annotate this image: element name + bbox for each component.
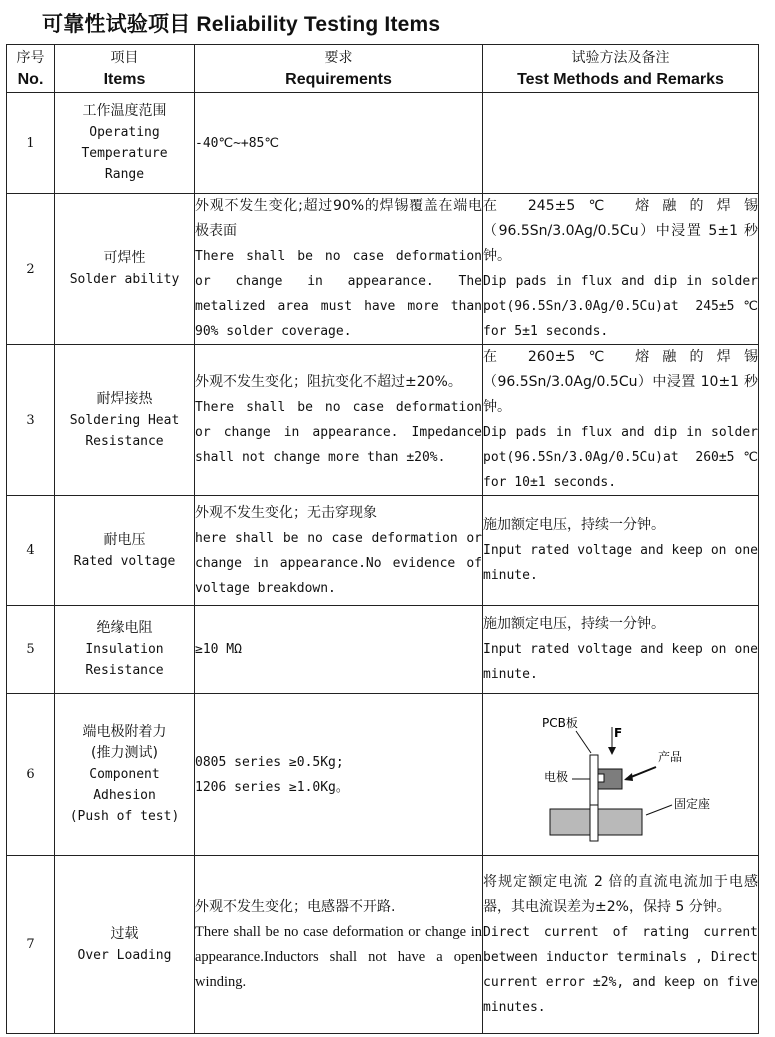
requirement-cell: 外观不发生变化；无击穿现象 here shall be no case deformation or change in appearance.No evidence of voltage breakdown. bbox=[195, 496, 483, 606]
electrode bbox=[598, 774, 604, 782]
reliability-table bbox=[6, 44, 759, 1034]
pcb-board-lower bbox=[590, 805, 598, 841]
push-test-diagram bbox=[506, 705, 736, 845]
row-number: 3 bbox=[7, 345, 55, 496]
row-number: 4 bbox=[7, 496, 55, 606]
requirement-cell: ≥10 MΩ bbox=[195, 606, 483, 694]
table-row bbox=[7, 606, 759, 694]
test-method-cell: 将规定额定电流 2 倍的直流电流加于电感器，其电流误差为±2%，保持 5 分钟。 Direct current of rating current between inductor terminals , Direct current error ±2%, and keep on five minutes. bbox=[483, 856, 759, 1034]
test-method-cell: 在 245±5℃ 熔融的焊锡（96.5Sn/3.0Ag/0.5Cu）中浸置 5±1 秒钟。 Dip pads in flux and dip in solder pot(96.5Sn/3.0Ag/0.5Cu)at 245±5℃ for 5±1 seconds. bbox=[483, 194, 759, 345]
table-row bbox=[7, 694, 759, 856]
item-cell: 端电极附着力 (推力测试) Component Adhesion (Push of test) bbox=[55, 694, 195, 856]
page-title: 可靠性试验项目 Reliability Testing Items bbox=[42, 13, 441, 36]
table-row bbox=[7, 93, 759, 194]
requirement-cell: 外观不发生变化；阻抗变化不超过±20%。 There shall be no case deformation or change in appearance. Impedance shall not change more than ±20%. bbox=[195, 345, 483, 496]
header-requirements: 要求 Requirements bbox=[195, 45, 483, 93]
requirement-cell: 外观不发生变化;超过90%的焊锡覆盖在端电极表面 There shall be no case deformation or change in appearance. The metalized area must have more than 90% solder coverage. bbox=[195, 194, 483, 345]
item-cell: 绝缘电阻 Insulation Resistance bbox=[55, 606, 195, 694]
electrode-label: 电极 bbox=[543, 769, 568, 784]
test-method-cell: 施加额定电压，持续一分钟。 Input rated voltage and keep on one minute. bbox=[483, 496, 759, 606]
requirement-cell: 外观不发生变化；电感器不开路. There shall be no case deformation or change in appearance.Inductors shall not have a open winding. bbox=[195, 856, 483, 1034]
force-label: F bbox=[613, 725, 622, 740]
item-cell: 耐焊接热 Soldering Heat Resistance bbox=[55, 345, 195, 496]
row-number: 6 bbox=[7, 694, 55, 856]
table-row bbox=[7, 345, 759, 496]
header-test-methods: 试验方法及备注 Test Methods and Remarks bbox=[483, 45, 759, 93]
test-method-cell bbox=[483, 694, 759, 856]
test-method-cell: 施加额定电压，持续一分钟。 Input rated voltage and keep on one minute. bbox=[483, 606, 759, 694]
item-cell: 工作温度范围 Operating Temperature Range bbox=[55, 93, 195, 194]
force-arrow-head bbox=[608, 747, 616, 755]
requirement-cell: 0805 series ≥0.5Kg; 1206 series ≥1.0Kg。 bbox=[195, 694, 483, 856]
pcb-leader-line bbox=[576, 731, 591, 753]
row-number: 5 bbox=[7, 606, 55, 694]
product-label: 产品 bbox=[657, 749, 682, 764]
test-method-cell bbox=[483, 93, 759, 194]
product-arrow-head bbox=[624, 773, 633, 781]
fixture-label: 固定座 bbox=[673, 796, 710, 811]
table-header-row bbox=[7, 45, 759, 93]
item-cell: 耐电压 Rated voltage bbox=[55, 496, 195, 606]
test-method-cell: 在 260±5℃ 熔融的焊锡（96.5Sn/3.0Ag/0.5Cu）中浸置 10±1 秒钟。 Dip pads in flux and dip in solder pot(96.5Sn/3.0Ag/0.5Cu)at 260±5℃ for 10±1 seconds. bbox=[483, 345, 759, 496]
item-cell: 可焊性 Solder ability bbox=[55, 194, 195, 345]
pcb-label: PCB板 bbox=[541, 715, 578, 730]
table-row bbox=[7, 496, 759, 606]
row-number: 1 bbox=[7, 93, 55, 194]
fixture-leader-line bbox=[646, 805, 672, 815]
header-no: 序号 No. bbox=[7, 45, 55, 93]
item-cell: 过载 Over Loading bbox=[55, 856, 195, 1034]
table-row bbox=[7, 856, 759, 1034]
requirement-cell: -40℃~+85℃ bbox=[195, 93, 483, 194]
row-number: 2 bbox=[7, 194, 55, 345]
header-items: 项目 Items bbox=[55, 45, 195, 93]
row-number: 7 bbox=[7, 856, 55, 1034]
table-row bbox=[7, 194, 759, 345]
